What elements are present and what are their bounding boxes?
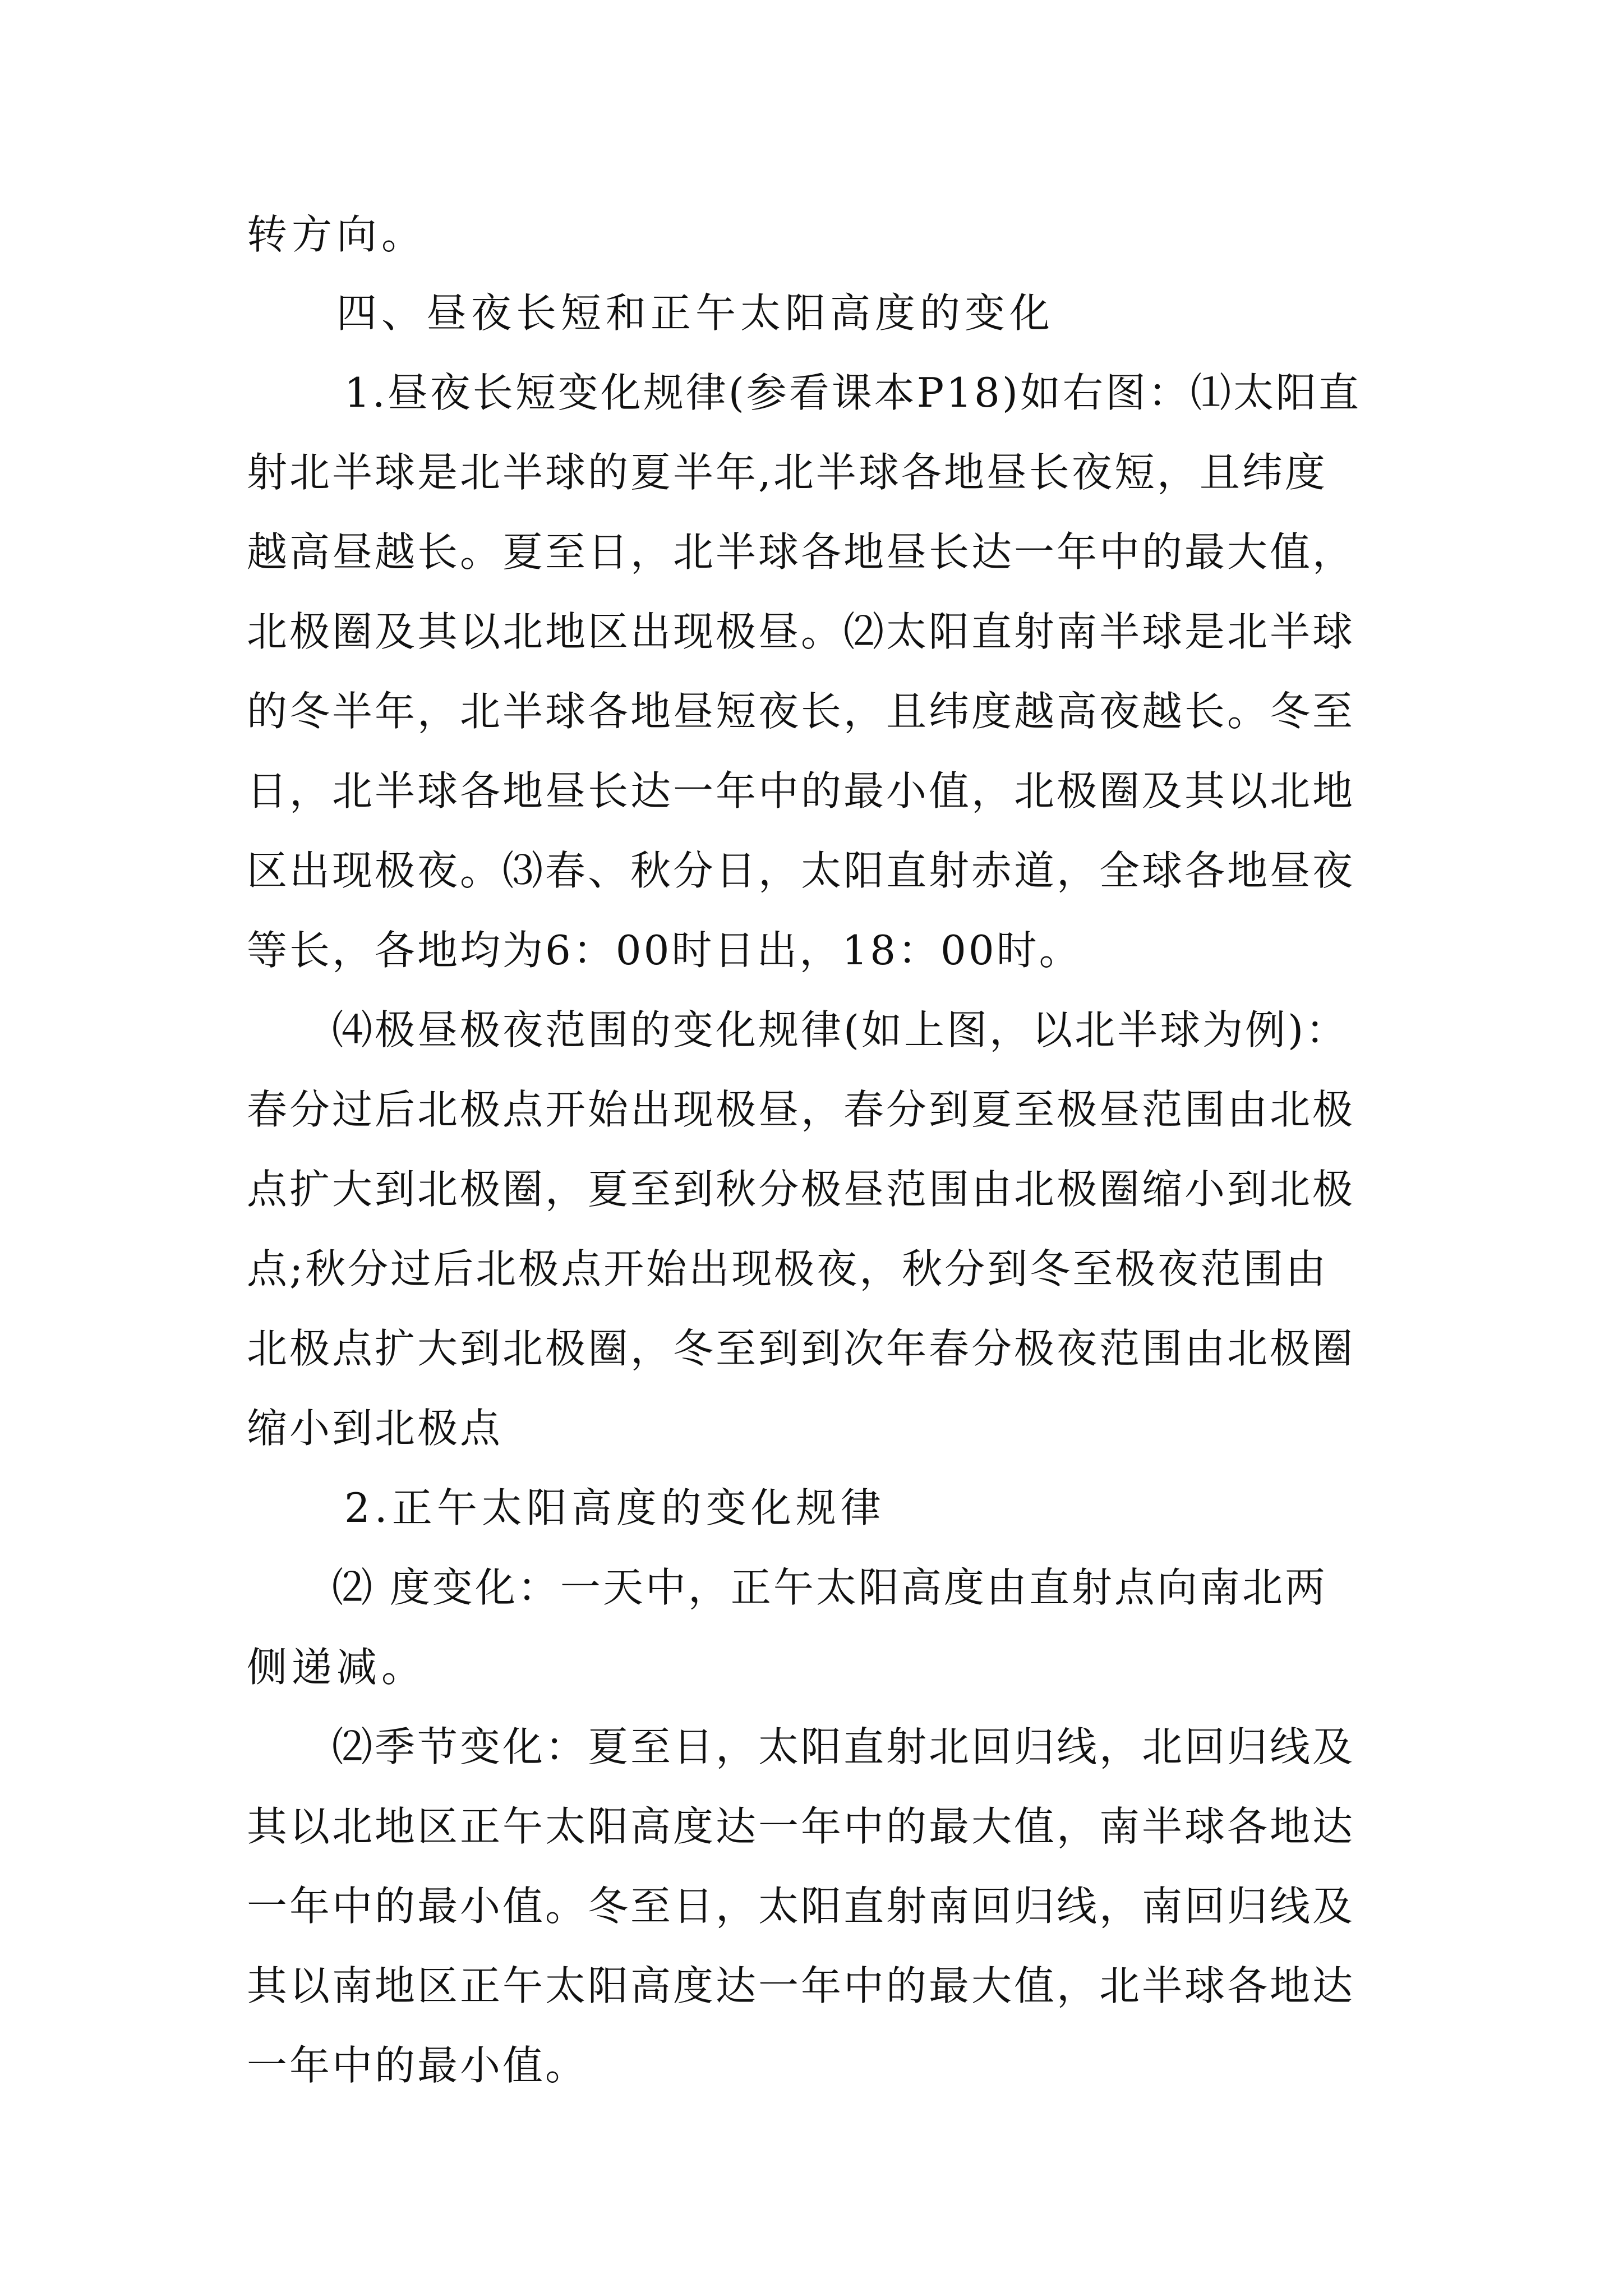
text-line-8: 日，北半球各地昼长达一年中的最小值，北极圈及其以北地 [247,767,1355,815]
text-line-9: 区出现极夜。⑶春、秋分日，太阳直射赤道，全球各地昼夜 [247,847,1355,894]
text-line-11: ⑷极昼极夜范围的变化规律(如上图，以北半球为例)： [332,1006,1349,1053]
text-line-14: 点;秋分过后北极点开始出现极夜，秋分到冬至极夜范围由 [247,1245,1329,1292]
text-line-23: 其以南地区正午太阳高度达一年中的最大值，北半球各地达 [247,1962,1355,2009]
text-line-7: 的冬半年，北半球各地昼短夜长，且纬度越高夜越长。冬至 [247,688,1355,735]
text-line-5: 越高昼越长。夏至日，北半球各地昼长达一年中的最大值， [247,528,1355,576]
section-heading: 四、昼夜长短和正午太阳高度的变化 [336,289,1055,337]
text-line-20: ⑵季节变化：夏至日，太阳直射北回归线，北回归线及 [332,1723,1355,1770]
text-line-24: 一年中的最小值。 [247,2042,588,2089]
text-line-6: 北极圈及其以北地区出现极昼。⑵太阳直射南半球是北半球 [247,608,1355,655]
subsection-heading: 2.正午太阳高度的变化规律 [344,1484,886,1531]
text-line-21: 其以北地区正午太阳高度达一年中的最大值，南半球各地达 [247,1803,1355,1850]
text-line-12: 春分过后北极点开始出现极昼，春分到夏至极昼范围由北极 [247,1086,1355,1133]
text-line-10: 等长，各地均为6：00时日出，18：00时。 [247,927,1082,974]
text-line-16: 缩小到北极点 [247,1405,503,1452]
text-line-18: ⑵ 度变化：一天中，正午太阳高度由直射点向南北两 [332,1564,1327,1611]
text-line-1: 转方向。 [247,211,427,258]
text-line-4: 射北半球是北半球的夏半年,北半球各地昼长夜短，且纬度 [247,449,1327,496]
text-line-22: 一年中的最小值。冬至日，太阳直射南回归线，南回归线及 [247,1883,1355,1930]
text-line-15: 北极点扩大到北极圈，冬至到到次年春分极夜范围由北极圈 [247,1325,1355,1372]
text-line-13: 点扩大到北极圈，夏至到秋分极昼范围由北极圈缩小到北极 [247,1166,1355,1213]
text-line-19: 侧递减。 [247,1644,427,1691]
text-line-3: 1.昼夜长短变化规律(参看课本P18)如右图：⑴太阳直 [344,369,1361,416]
